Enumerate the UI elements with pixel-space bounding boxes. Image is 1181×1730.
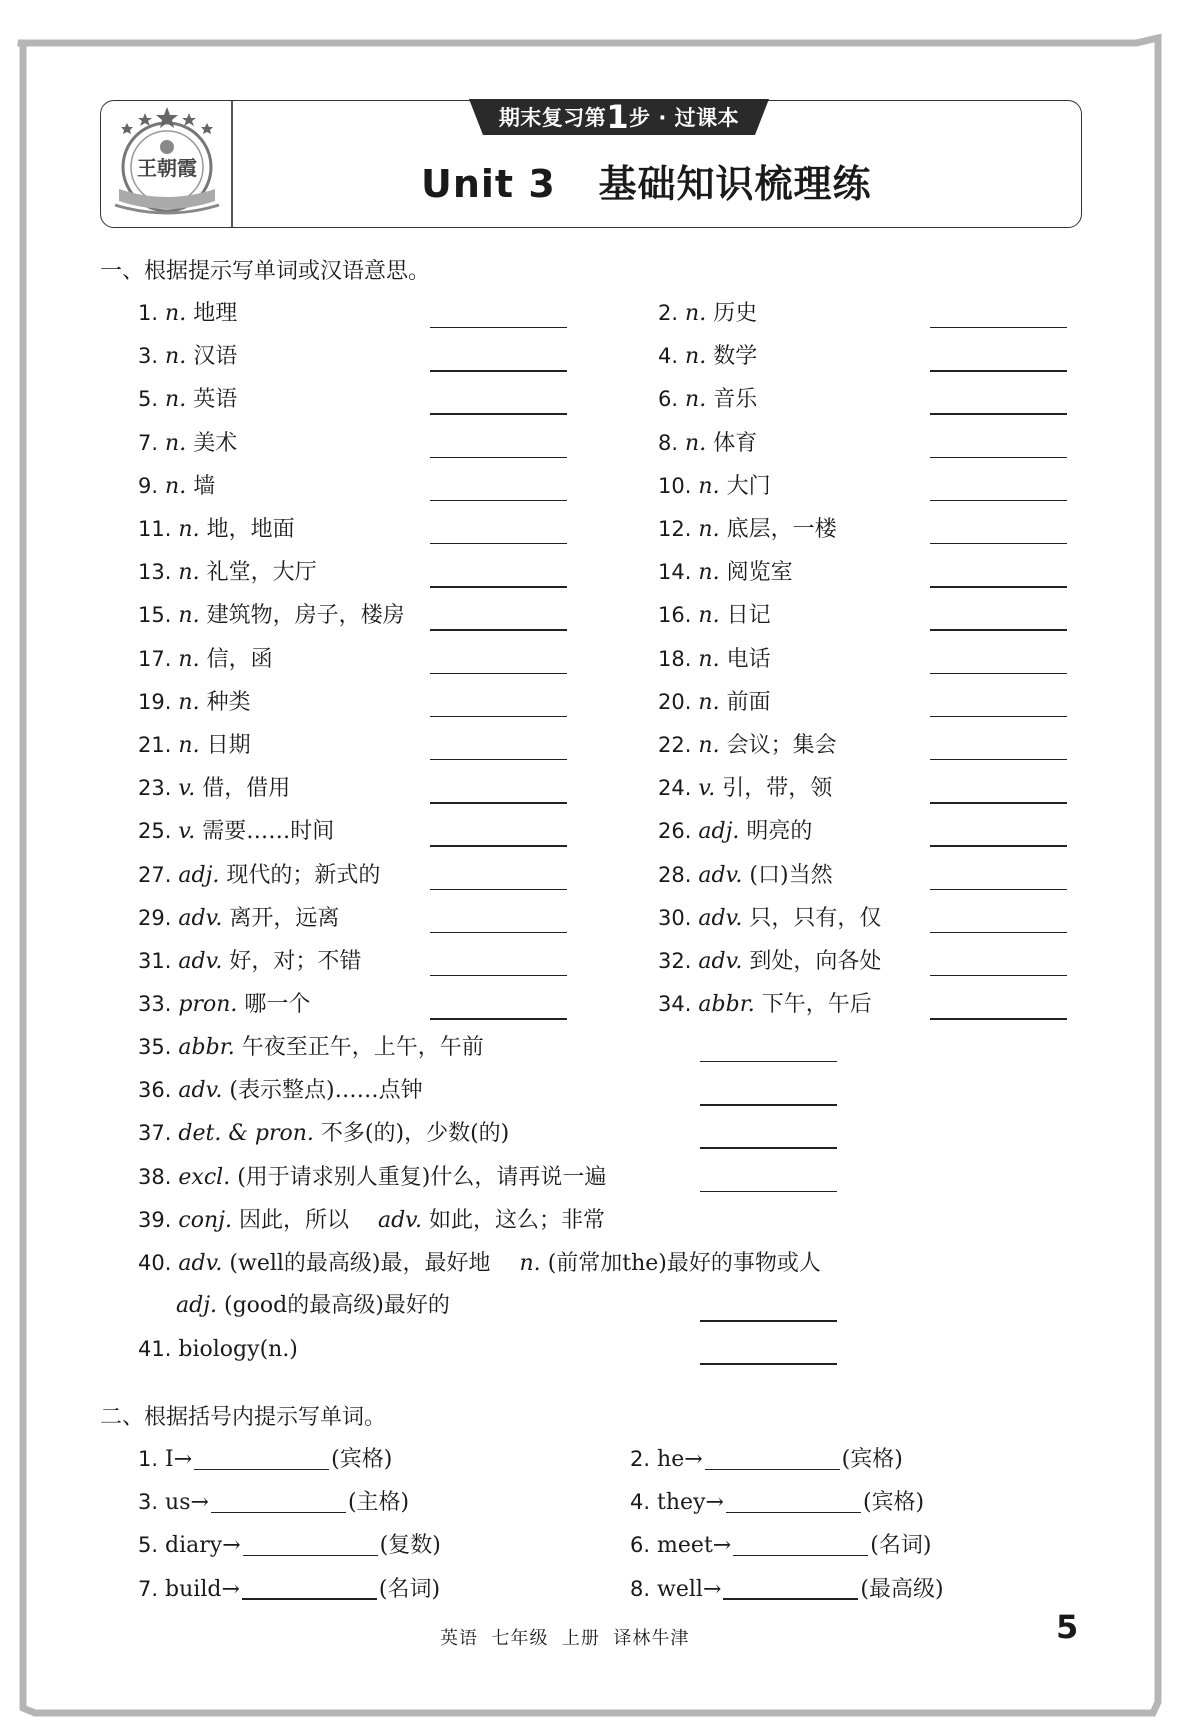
answer-blank[interactable] bbox=[930, 975, 1067, 976]
vocab-item bbox=[138, 773, 290, 803]
item-number: 15. bbox=[138, 603, 172, 628]
word-form-item bbox=[138, 1574, 440, 1604]
answer-blank[interactable] bbox=[930, 932, 1067, 933]
vocab-long-item bbox=[138, 1118, 509, 1148]
answer-blank[interactable] bbox=[430, 370, 567, 371]
vocab-long-item bbox=[138, 1162, 606, 1192]
vocab-item bbox=[658, 341, 757, 371]
item-number: 7. bbox=[138, 1576, 159, 1601]
part-of-speech: n. bbox=[685, 430, 707, 456]
vocab-item bbox=[138, 989, 310, 1019]
part-of-speech: n. bbox=[685, 387, 707, 413]
item-meaning: (good的最高级)最好的 bbox=[224, 1293, 450, 1319]
item-meaning: 历史 bbox=[713, 301, 758, 326]
item-meaning: (口)当然 bbox=[749, 862, 833, 888]
part-of-speech: abbr. bbox=[698, 992, 755, 1018]
part-of-speech: adv. bbox=[178, 1251, 223, 1276]
part-of-speech: n. bbox=[178, 689, 200, 715]
item-meaning: 日记 bbox=[726, 603, 771, 629]
answer-blank[interactable] bbox=[430, 586, 567, 587]
form-hint: (名词) bbox=[378, 1576, 441, 1602]
item-meaning: 礼堂，大厅 bbox=[206, 560, 317, 586]
part-of-speech: n. bbox=[685, 344, 707, 370]
part-of-speech: conj. bbox=[178, 1207, 232, 1233]
part-of-speech: n. bbox=[165, 430, 187, 456]
item-number: 13. bbox=[138, 560, 172, 585]
vocab-item bbox=[658, 989, 872, 1019]
item-meaning: 到处，向各处 bbox=[749, 949, 882, 974]
page-number: 5 bbox=[1056, 1608, 1079, 1646]
answer-blank[interactable] bbox=[930, 586, 1067, 587]
vocab-item bbox=[658, 903, 881, 933]
part-of-speech: v. bbox=[178, 776, 196, 802]
item-number: 19. bbox=[138, 689, 172, 714]
word-form-item bbox=[630, 1574, 944, 1604]
base-word: us→ bbox=[165, 1490, 209, 1516]
item-number: 29. bbox=[138, 905, 172, 930]
part-of-speech: n. bbox=[165, 473, 187, 499]
base-word: well→ bbox=[657, 1576, 722, 1602]
item-number: 35. bbox=[138, 1035, 172, 1059]
item-number: 25. bbox=[138, 819, 172, 844]
answer-blank[interactable] bbox=[700, 1104, 837, 1105]
form-hint: (主格) bbox=[347, 1490, 410, 1516]
answer-blank[interactable] bbox=[930, 716, 1067, 717]
item-number: 5. bbox=[138, 1533, 159, 1558]
item-meaning: 只，只有，仅 bbox=[749, 905, 882, 931]
part-of-speech: n. bbox=[178, 646, 200, 672]
vocab-long-item bbox=[138, 1334, 298, 1364]
item-meaning: 好，对；不错 bbox=[229, 949, 362, 974]
item-meaning: 建筑物，房子，楼房 bbox=[206, 603, 405, 629]
part-of-speech: n. bbox=[178, 560, 200, 586]
item-number: 21. bbox=[138, 733, 172, 757]
step-tab-label: 期末复习第1步 · 过课本 bbox=[498, 98, 740, 136]
answer-blank[interactable] bbox=[700, 1320, 837, 1321]
answer-blank[interactable] bbox=[930, 370, 1067, 371]
answer-blank[interactable] bbox=[430, 413, 567, 414]
answer-blank[interactable] bbox=[430, 457, 567, 458]
item-meaning: 引，带，领 bbox=[722, 776, 833, 802]
form-hint: (宾格) bbox=[862, 1490, 925, 1516]
item-meaning: 墙 bbox=[193, 473, 216, 499]
item-number: 8. bbox=[630, 1576, 651, 1601]
item-number: 2. bbox=[630, 1447, 651, 1471]
answer-blank[interactable] bbox=[733, 1555, 868, 1556]
answer-blank[interactable] bbox=[930, 845, 1067, 846]
item-meaning: 离开，远离 bbox=[229, 905, 340, 931]
answer-blank[interactable] bbox=[430, 975, 567, 976]
item-number: 1. bbox=[138, 1447, 159, 1471]
answer-blank[interactable] bbox=[723, 1598, 858, 1599]
vocab-item bbox=[658, 514, 837, 544]
vocab-item bbox=[138, 384, 237, 414]
item-meaning-2: 如此，这么；非常 bbox=[429, 1207, 606, 1233]
base-word: build→ bbox=[165, 1576, 240, 1602]
vocab-item bbox=[658, 384, 757, 414]
step-tab bbox=[469, 99, 769, 135]
answer-blank[interactable] bbox=[930, 889, 1067, 890]
form-hint: (复数) bbox=[379, 1533, 441, 1559]
item-meaning: 地理 bbox=[193, 301, 238, 326]
item-meaning: biology(n.) bbox=[178, 1337, 298, 1363]
item-number: 3. bbox=[138, 344, 159, 369]
answer-blank[interactable] bbox=[430, 500, 567, 501]
form-hint: (宾格) bbox=[331, 1447, 393, 1472]
header-box bbox=[100, 100, 1082, 228]
answer-blank[interactable] bbox=[242, 1598, 377, 1599]
vocab-long-item bbox=[138, 1032, 484, 1062]
answer-blank[interactable] bbox=[930, 457, 1067, 458]
part-of-speech: adv. bbox=[178, 905, 223, 931]
item-number: 3. bbox=[138, 1490, 159, 1515]
answer-blank[interactable] bbox=[700, 1061, 837, 1062]
section2-title: 二、根据括号内提示写单词。 bbox=[100, 1405, 387, 1430]
answer-blank[interactable] bbox=[430, 629, 567, 630]
item-meaning: 前面 bbox=[726, 689, 771, 715]
item-number: 31. bbox=[138, 949, 172, 973]
part-of-speech: det. & pron. bbox=[178, 1121, 314, 1147]
answer-blank[interactable] bbox=[930, 543, 1067, 544]
vocab-long-item bbox=[176, 1291, 450, 1321]
item-meaning: 借，借用 bbox=[202, 776, 291, 802]
answer-blank[interactable] bbox=[194, 1469, 329, 1470]
item-meaning: 下午，午后 bbox=[761, 992, 872, 1018]
item-number: 28. bbox=[658, 862, 692, 887]
vocab-item bbox=[138, 644, 273, 674]
part-of-speech: n. bbox=[178, 733, 200, 758]
part-of-speech: n. bbox=[178, 603, 200, 629]
item-meaning: 会议；集会 bbox=[726, 733, 837, 758]
item-number: 17. bbox=[138, 646, 172, 671]
item-meaning: 信，函 bbox=[206, 646, 273, 672]
item-number: 27. bbox=[138, 862, 172, 887]
form-hint: (宾格) bbox=[841, 1447, 903, 1472]
answer-blank[interactable] bbox=[930, 500, 1067, 501]
item-meaning: 日期 bbox=[206, 733, 251, 758]
vocab-item bbox=[138, 903, 339, 933]
item-meaning: 美术 bbox=[193, 430, 238, 456]
part-of-speech: n. bbox=[698, 473, 720, 499]
item-number: 38. bbox=[138, 1164, 172, 1189]
vocab-item bbox=[658, 428, 757, 458]
part-of-speech-2: n. bbox=[519, 1251, 541, 1276]
vocab-item bbox=[138, 946, 361, 976]
vocab-item bbox=[138, 730, 251, 760]
item-number: 7. bbox=[138, 430, 159, 455]
vocab-item bbox=[658, 773, 832, 803]
vocab-item bbox=[658, 557, 793, 587]
item-meaning: (well的最高级)最，最好地 bbox=[229, 1251, 491, 1276]
item-number: 6. bbox=[658, 387, 679, 412]
vocab-item bbox=[138, 471, 215, 501]
part-of-speech: v. bbox=[178, 819, 196, 845]
item-meaning: 英语 bbox=[193, 387, 238, 413]
word-form-item bbox=[138, 1530, 441, 1560]
part-of-speech: n. bbox=[165, 344, 187, 370]
part-of-speech: n. bbox=[698, 603, 720, 629]
item-meaning: 大门 bbox=[726, 473, 771, 499]
vocab-item bbox=[658, 298, 757, 328]
vocab-item bbox=[658, 687, 771, 717]
item-meaning: 哪一个 bbox=[244, 992, 311, 1018]
part-of-speech: adv. bbox=[698, 905, 743, 931]
vocab-item bbox=[658, 471, 771, 501]
answer-blank[interactable] bbox=[211, 1512, 346, 1513]
item-number: 10. bbox=[658, 473, 692, 498]
answer-blank[interactable] bbox=[430, 716, 567, 717]
item-number: 18. bbox=[658, 646, 692, 671]
part-of-speech: n. bbox=[698, 689, 720, 715]
vocab-item bbox=[658, 730, 837, 760]
part-of-speech: adv. bbox=[698, 862, 743, 888]
word-form-item bbox=[138, 1487, 409, 1517]
part-of-speech-2: adv. bbox=[377, 1207, 422, 1233]
part-of-speech: n. bbox=[698, 560, 720, 586]
vocab-item bbox=[138, 428, 237, 458]
item-number: 2. bbox=[658, 301, 679, 325]
answer-blank[interactable] bbox=[700, 1147, 837, 1148]
item-meaning: 汉语 bbox=[193, 344, 238, 370]
answer-blank[interactable] bbox=[930, 759, 1067, 760]
part-of-speech: adj. bbox=[698, 819, 740, 845]
item-meaning: 因此，所以 bbox=[238, 1207, 349, 1233]
answer-blank[interactable] bbox=[700, 1191, 837, 1192]
item-number: 32. bbox=[658, 949, 692, 973]
item-meaning: (用于请求别人重复)什么，请再说一遍 bbox=[237, 1164, 607, 1190]
part-of-speech: n. bbox=[165, 301, 187, 326]
part-of-speech: pron. bbox=[178, 992, 238, 1018]
word-form-item bbox=[630, 1444, 903, 1474]
item-meaning-2: (前常加the)最好的事物或人 bbox=[547, 1251, 821, 1276]
item-number: 11. bbox=[138, 517, 172, 541]
part-of-speech: adv. bbox=[698, 949, 743, 974]
answer-blank[interactable] bbox=[243, 1555, 378, 1556]
part-of-speech: n. bbox=[698, 646, 720, 672]
part-of-speech: excl. bbox=[178, 1164, 231, 1190]
item-number: 37. bbox=[138, 1121, 172, 1146]
part-of-speech: n. bbox=[698, 517, 720, 542]
item-number: 6. bbox=[630, 1533, 651, 1558]
item-number: 4. bbox=[630, 1490, 651, 1515]
vocab-item bbox=[138, 298, 237, 328]
part-of-speech: adv. bbox=[178, 1078, 223, 1104]
item-meaning: 体育 bbox=[713, 430, 758, 456]
answer-blank[interactable] bbox=[930, 327, 1067, 328]
vocab-long-item bbox=[138, 1075, 423, 1105]
svg-text:王朝霞: 王朝霞 bbox=[137, 156, 197, 180]
item-number: 4. bbox=[658, 344, 679, 369]
answer-blank[interactable] bbox=[430, 1018, 567, 1019]
vocab-item bbox=[658, 946, 881, 976]
unit-title: Unit 3 基础知识梳理练 bbox=[421, 162, 872, 206]
vocab-item bbox=[138, 341, 237, 371]
vocab-long-item bbox=[138, 1248, 821, 1278]
vocab-item bbox=[138, 687, 251, 717]
part-of-speech: adv. bbox=[178, 949, 223, 974]
item-meaning: 午夜至正午，上午，午前 bbox=[241, 1035, 484, 1060]
part-of-speech: n. bbox=[698, 733, 720, 758]
item-number: 24. bbox=[658, 776, 692, 801]
word-form-item bbox=[138, 1444, 392, 1474]
item-number: 22. bbox=[658, 733, 692, 757]
item-number: 16. bbox=[658, 603, 692, 628]
item-number: 33. bbox=[138, 992, 172, 1017]
item-meaning: 电话 bbox=[726, 646, 771, 672]
vocab-item bbox=[138, 557, 317, 587]
brand-logo bbox=[111, 105, 223, 223]
answer-blank[interactable] bbox=[430, 543, 567, 544]
vocab-item bbox=[658, 644, 771, 674]
item-meaning: 底层，一楼 bbox=[726, 517, 837, 542]
vocab-item bbox=[658, 860, 833, 890]
part-of-speech: adj. bbox=[178, 862, 220, 888]
item-number: 20. bbox=[658, 689, 692, 714]
item-number: 40. bbox=[138, 1251, 172, 1275]
part-of-speech: n. bbox=[165, 387, 187, 413]
answer-blank[interactable] bbox=[430, 673, 567, 674]
item-meaning: (表示整点)……点钟 bbox=[229, 1078, 423, 1104]
item-meaning: 种类 bbox=[206, 689, 251, 715]
item-number: 23. bbox=[138, 776, 172, 801]
answer-blank[interactable] bbox=[726, 1512, 861, 1513]
form-hint: (最高级) bbox=[860, 1576, 944, 1602]
part-of-speech: v. bbox=[698, 776, 716, 802]
item-meaning: 数学 bbox=[713, 344, 758, 370]
part-of-speech: n. bbox=[685, 301, 707, 326]
answer-blank[interactable] bbox=[430, 845, 567, 846]
base-word: he→ bbox=[657, 1447, 703, 1472]
base-word: they→ bbox=[657, 1490, 724, 1516]
item-number: 12. bbox=[658, 517, 692, 541]
item-number: 26. bbox=[658, 819, 692, 844]
answer-blank[interactable] bbox=[430, 759, 567, 760]
item-meaning: 不多(的)，少数(的) bbox=[320, 1121, 510, 1147]
answer-blank[interactable] bbox=[930, 673, 1067, 674]
item-number: 8. bbox=[658, 430, 679, 455]
section1-title: 一、根据提示写单词或汉语意思。 bbox=[100, 259, 431, 284]
item-number: 9. bbox=[138, 473, 159, 498]
item-number: 39. bbox=[138, 1207, 172, 1232]
item-meaning: 阅览室 bbox=[726, 560, 793, 586]
base-word: I→ bbox=[165, 1447, 193, 1472]
item-number: 5. bbox=[138, 387, 159, 412]
answer-blank[interactable] bbox=[705, 1469, 840, 1470]
header-divider bbox=[231, 101, 233, 227]
vocab-item bbox=[658, 816, 812, 846]
vocab-item bbox=[138, 514, 295, 544]
vocab-item bbox=[138, 816, 334, 846]
item-number: 41. bbox=[138, 1337, 172, 1362]
answer-blank[interactable] bbox=[930, 413, 1067, 414]
item-number: 34. bbox=[658, 992, 692, 1017]
base-word: meet→ bbox=[657, 1533, 732, 1559]
item-meaning: 现代的；新式的 bbox=[226, 862, 381, 888]
answer-blank[interactable] bbox=[430, 932, 567, 933]
item-meaning: 音乐 bbox=[713, 387, 758, 413]
word-form-item bbox=[630, 1487, 924, 1517]
answer-blank[interactable] bbox=[700, 1363, 837, 1364]
item-meaning: 明亮的 bbox=[746, 819, 813, 845]
item-meaning: 地，地面 bbox=[206, 517, 295, 542]
base-word: diary→ bbox=[165, 1533, 241, 1559]
word-form-item bbox=[630, 1530, 931, 1560]
vocab-item bbox=[138, 600, 405, 630]
form-hint: (名词) bbox=[870, 1533, 932, 1559]
item-number: 36. bbox=[138, 1078, 172, 1103]
item-number: 1. bbox=[138, 301, 159, 325]
answer-blank[interactable] bbox=[930, 802, 1067, 803]
vocab-item bbox=[138, 860, 380, 890]
footer-text: 英语 七年级 上册 译林牛津 bbox=[440, 1628, 690, 1649]
answer-blank[interactable] bbox=[930, 1018, 1067, 1019]
item-number: 30. bbox=[658, 905, 692, 930]
item-number: 14. bbox=[658, 560, 692, 585]
part-of-speech: adj. bbox=[176, 1293, 218, 1319]
answer-blank[interactable] bbox=[930, 629, 1067, 630]
part-of-speech: n. bbox=[178, 517, 200, 542]
answer-blank[interactable] bbox=[430, 327, 567, 328]
vocab-long-item bbox=[138, 1205, 605, 1235]
answer-blank[interactable] bbox=[430, 889, 567, 890]
item-meaning: 需要……时间 bbox=[202, 819, 335, 845]
part-of-speech: abbr. bbox=[178, 1035, 235, 1060]
answer-blank[interactable] bbox=[430, 802, 567, 803]
vocab-item bbox=[658, 600, 771, 630]
